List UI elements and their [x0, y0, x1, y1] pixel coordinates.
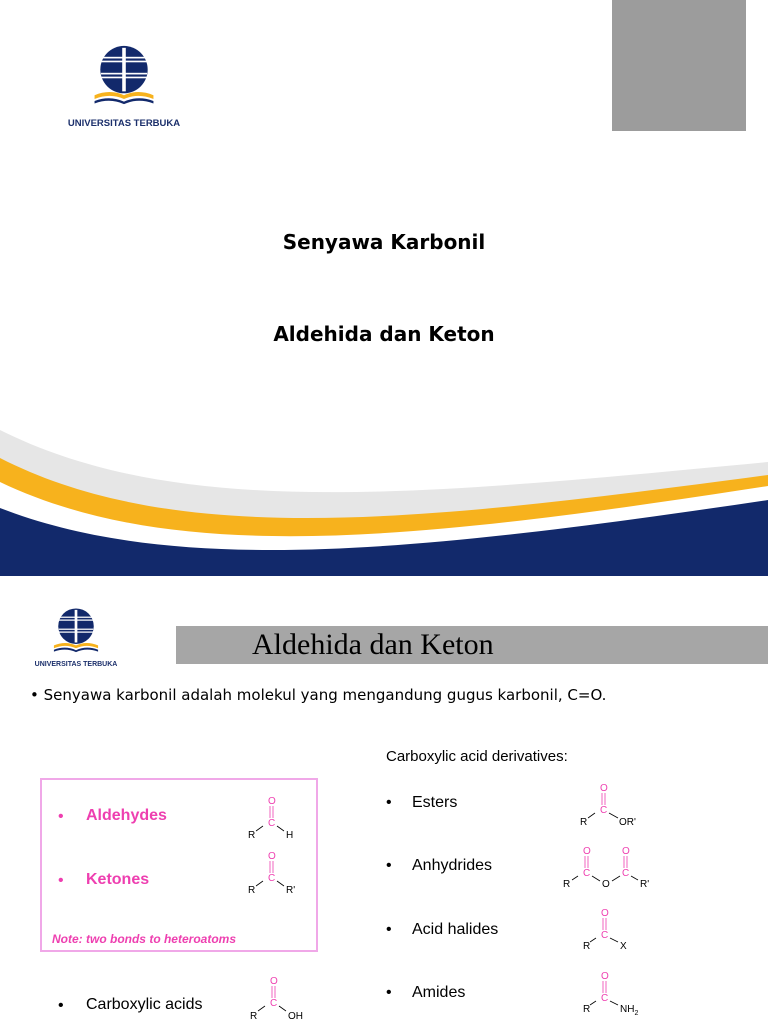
carbon-atom-label: C	[583, 868, 591, 879]
r-group-label: R	[250, 1011, 258, 1022]
carbon-atom-label: C	[270, 998, 278, 1009]
structure-diagrams	[0, 576, 768, 1024]
anhydrides-label: Anhydrides	[412, 857, 493, 874]
bullet-dot: •	[30, 686, 44, 704]
bullet-dot: •	[58, 997, 64, 1014]
amides-label: Amides	[412, 984, 466, 1001]
esters-label: Esters	[412, 794, 458, 811]
acid-halides-label: Acid halides	[412, 921, 499, 938]
derivatives-title: Carboxylic acid derivatives:	[386, 748, 568, 765]
content-slide	[0, 576, 768, 1024]
intro-text: Senyawa karbonil adalah molekul yang mengandung gugus karbonil, C=O.	[43, 686, 607, 704]
hydroxyl-label: OH	[288, 1011, 303, 1022]
carbon-atom-label: C	[268, 818, 276, 829]
r-group-label: R	[583, 941, 591, 952]
r-prime-group-label: R'	[286, 885, 296, 896]
r-group-label: R	[563, 879, 571, 890]
bullet-dot: •	[386, 984, 392, 1001]
carbon-atom-label: C	[268, 873, 276, 884]
carbon-atom-label: C	[622, 868, 630, 879]
r-group-label: R	[580, 817, 588, 828]
university-logo-emblem	[92, 40, 156, 112]
oxygen-atom-label: O	[622, 846, 630, 857]
oxygen-atom-label: O	[601, 908, 609, 919]
oxygen-atom-label: O	[270, 976, 278, 987]
bullet-dot: •	[386, 794, 392, 811]
carbon-atom-label: C	[600, 805, 608, 816]
bullet-dot: •	[58, 808, 64, 825]
oxygen-atom-label: O	[268, 851, 276, 862]
or-prime-label: OR'	[619, 817, 636, 828]
carboxylic-acids-label: Carboxylic acids	[86, 996, 203, 1013]
note-text: Note: two bonds to heteroatoms	[52, 932, 236, 946]
r-group-label: R	[248, 885, 256, 896]
logo-text: UNIVERSITAS TERBUKA	[34, 661, 118, 668]
amine-subscript: 2	[634, 1010, 639, 1017]
aldehydes-label: Aldehydes	[86, 807, 167, 824]
amine-label	[620, 1004, 638, 1017]
hydrogen-label: H	[286, 830, 294, 841]
carbon-atom-label: C	[601, 930, 609, 941]
r-group-label: R	[583, 1004, 591, 1015]
oxygen-atom-label: O	[583, 846, 591, 857]
oxygen-atom-label: O	[601, 971, 609, 982]
university-logo	[62, 40, 186, 129]
bridging-oxygen-label: O	[602, 879, 610, 890]
gray-placeholder-block	[612, 0, 746, 131]
bullet-dot: •	[386, 857, 392, 874]
r-group-label: R	[248, 830, 256, 841]
bullet-dot: •	[386, 921, 392, 938]
logo-text: UNIVERSITAS TERBUKA	[67, 118, 181, 129]
banner-title: Aldehida dan Keton	[252, 628, 494, 661]
decorative-wave	[0, 400, 768, 576]
amine-nh-text: NH	[620, 1004, 635, 1015]
slide-subtitle: Aldehida dan Keton	[273, 322, 495, 346]
oxygen-atom-label: O	[600, 783, 608, 794]
r-prime-group-label: R'	[640, 879, 650, 890]
oxygen-atom-label: O	[268, 796, 276, 807]
ketones-label: Ketones	[86, 871, 150, 888]
bullet-dot: •	[58, 872, 64, 889]
halogen-label: X	[620, 941, 627, 952]
carbon-atom-label: C	[601, 993, 609, 1004]
slide-title: Senyawa Karbonil	[282, 230, 486, 254]
